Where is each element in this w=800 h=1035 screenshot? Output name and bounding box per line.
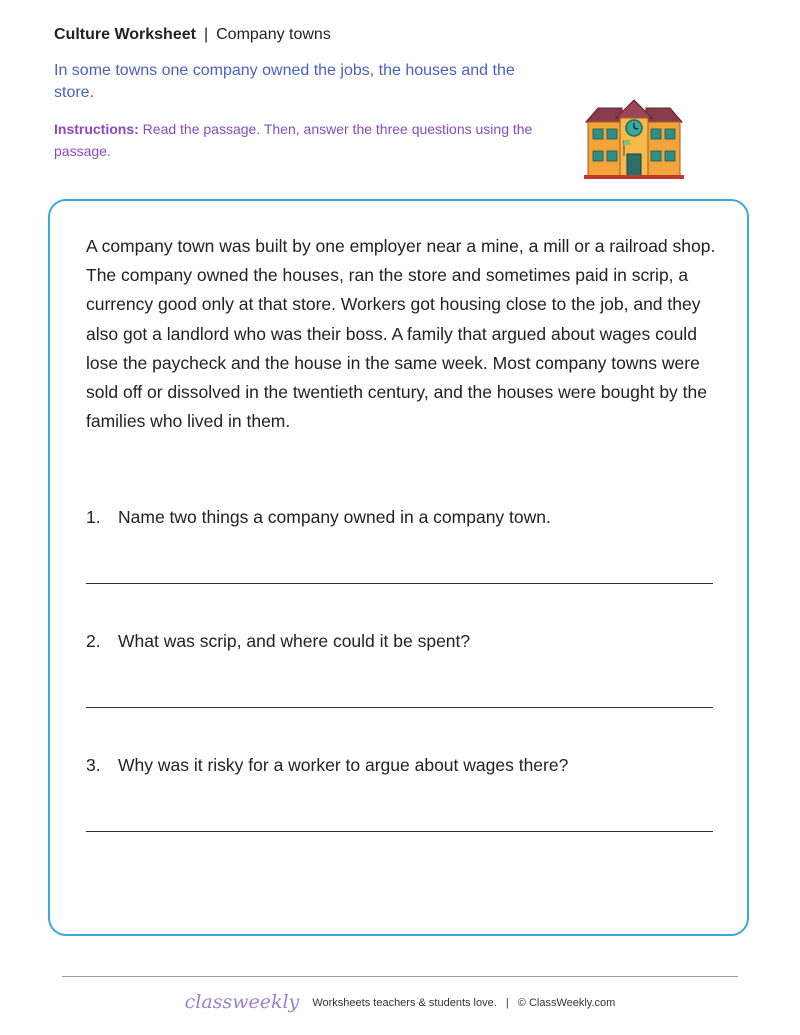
question-number: 3. xyxy=(86,755,101,775)
answer-line-3[interactable] xyxy=(86,831,713,832)
brand-logo: classweekly xyxy=(184,991,300,1013)
worksheet-subtitle: In some towns one company owned the jobs, the houses and the store. xyxy=(54,62,515,101)
answer-line-2[interactable] xyxy=(86,707,713,708)
question-1 xyxy=(86,507,551,528)
footer-divider xyxy=(62,976,738,977)
instructions xyxy=(54,118,564,162)
question-number: 1. xyxy=(86,507,101,527)
instructions-text: Read the passage. Then, answer the three questions using the passage. xyxy=(54,121,533,159)
question-text: Why was it risky for a worker to argue about wages there? xyxy=(118,755,569,775)
worksheet-topic: Company towns xyxy=(216,26,331,43)
worksheet-title: Culture Worksheet xyxy=(54,26,196,43)
worksheet-header xyxy=(54,26,331,44)
answer-line-1[interactable] xyxy=(86,583,713,584)
footer-copyright: © ClassWeekly.com xyxy=(517,997,616,1009)
footer-separator: | xyxy=(505,997,509,1009)
question-number: 2. xyxy=(86,631,101,651)
footer xyxy=(0,991,800,1013)
question-3 xyxy=(86,755,568,776)
building-icon xyxy=(582,96,686,180)
question-2 xyxy=(86,631,470,652)
question-text: Name two things a company owned in a company town. xyxy=(118,507,551,527)
header-separator: | xyxy=(203,26,209,43)
instructions-label: Instructions: xyxy=(54,121,139,137)
question-text: What was scrip, and where could it be spent? xyxy=(118,631,471,651)
footer-tagline: Worksheets teachers & students love. xyxy=(312,997,497,1009)
reading-passage: A company town was built by one employer near a mine, a mill or a railroad shop. The company owned the houses, ran the store and sometimes paid in scrip, a currency good only at that store. Workers got housing close to the job, and they also got a landlord who was their boss. A family that argued about wages could lose the paycheck and the house in the same week. Most company towns were sold off or dissolved in the twentieth century, and the houses were bought by the families who lived in them. xyxy=(86,236,716,432)
